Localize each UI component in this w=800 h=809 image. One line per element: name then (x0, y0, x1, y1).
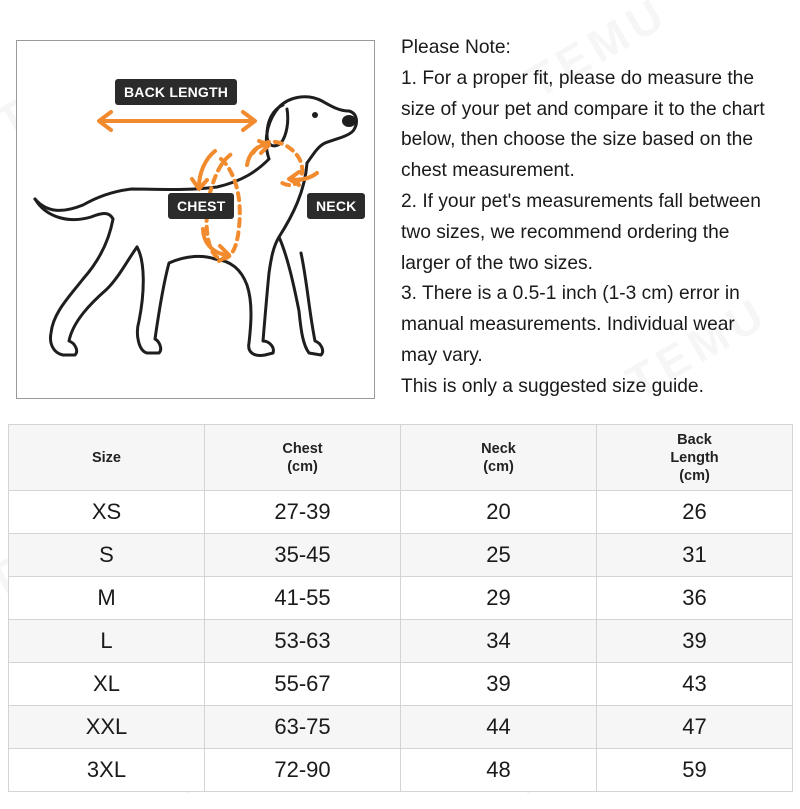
table-row (9, 577, 793, 620)
note-line: chest measurement. (401, 160, 575, 182)
cell-neck: 34 (401, 620, 597, 663)
cell-size: S (9, 534, 205, 577)
header-chest: Chest (cm) (205, 425, 401, 491)
cell-back-length: 59 (597, 749, 793, 792)
cell-size: 3XL (9, 749, 205, 792)
chest-label: CHEST (168, 193, 234, 219)
note-line: size of your pet and compare it to the chart (401, 98, 765, 120)
table-row (9, 491, 793, 534)
cell-neck: 48 (401, 749, 597, 792)
sizing-notes (401, 33, 796, 403)
size-chart-table (8, 424, 793, 792)
note-line: may vary. (401, 344, 483, 366)
cell-back-length: 47 (597, 706, 793, 749)
cell-chest: 41-55 (205, 577, 401, 620)
table-row (9, 620, 793, 663)
cell-back-length: 43 (597, 663, 793, 706)
cell-chest: 35-45 (205, 534, 401, 577)
cell-neck: 44 (401, 706, 597, 749)
table-header-row (9, 425, 793, 491)
cell-chest: 72-90 (205, 749, 401, 792)
note-disclaimer: This is only a suggested size guide. (401, 375, 704, 397)
cell-chest: 55-67 (205, 663, 401, 706)
cell-size: XS (9, 491, 205, 534)
back-length-label: BACK LENGTH (115, 79, 237, 105)
note-line: 3. There is a 0.5-1 inch (1-3 cm) error in (401, 283, 740, 305)
cell-chest: 63-75 (205, 706, 401, 749)
header-neck: Neck (cm) (401, 425, 597, 491)
cell-size: XL (9, 663, 205, 706)
dog-outline (35, 97, 356, 356)
table-row (9, 749, 793, 792)
table-row (9, 706, 793, 749)
cell-back-length: 39 (597, 620, 793, 663)
note-line: larger of the two sizes. (401, 252, 593, 274)
cell-neck: 29 (401, 577, 597, 620)
note-line: 1. For a proper fit, please do measure the (401, 67, 755, 89)
cell-chest: 27-39 (205, 491, 401, 534)
cell-back-length: 26 (597, 491, 793, 534)
cell-neck: 25 (401, 534, 597, 577)
note-line: below, then choose the size based on the (401, 129, 754, 151)
cell-back-length: 31 (597, 534, 793, 577)
cell-neck: 20 (401, 491, 597, 534)
table-row (9, 663, 793, 706)
cell-chest: 53-63 (205, 620, 401, 663)
note-line: manual measurements. Individual wear (401, 314, 735, 336)
cell-neck: 39 (401, 663, 597, 706)
measurement-diagram (16, 40, 375, 399)
cell-size: XXL (9, 706, 205, 749)
note-line: 2. If your pet's measurements fall between (401, 190, 761, 212)
table-row (9, 534, 793, 577)
cell-size: L (9, 620, 205, 663)
header-size: Size (9, 425, 205, 491)
notes-heading: Please Note: (401, 37, 511, 58)
note-line: two sizes, we recommend ordering the (401, 221, 730, 243)
cell-size: M (9, 577, 205, 620)
header-back-length: Back Length (cm) (597, 425, 793, 491)
cell-back-length: 36 (597, 577, 793, 620)
neck-label: NECK (307, 193, 365, 219)
